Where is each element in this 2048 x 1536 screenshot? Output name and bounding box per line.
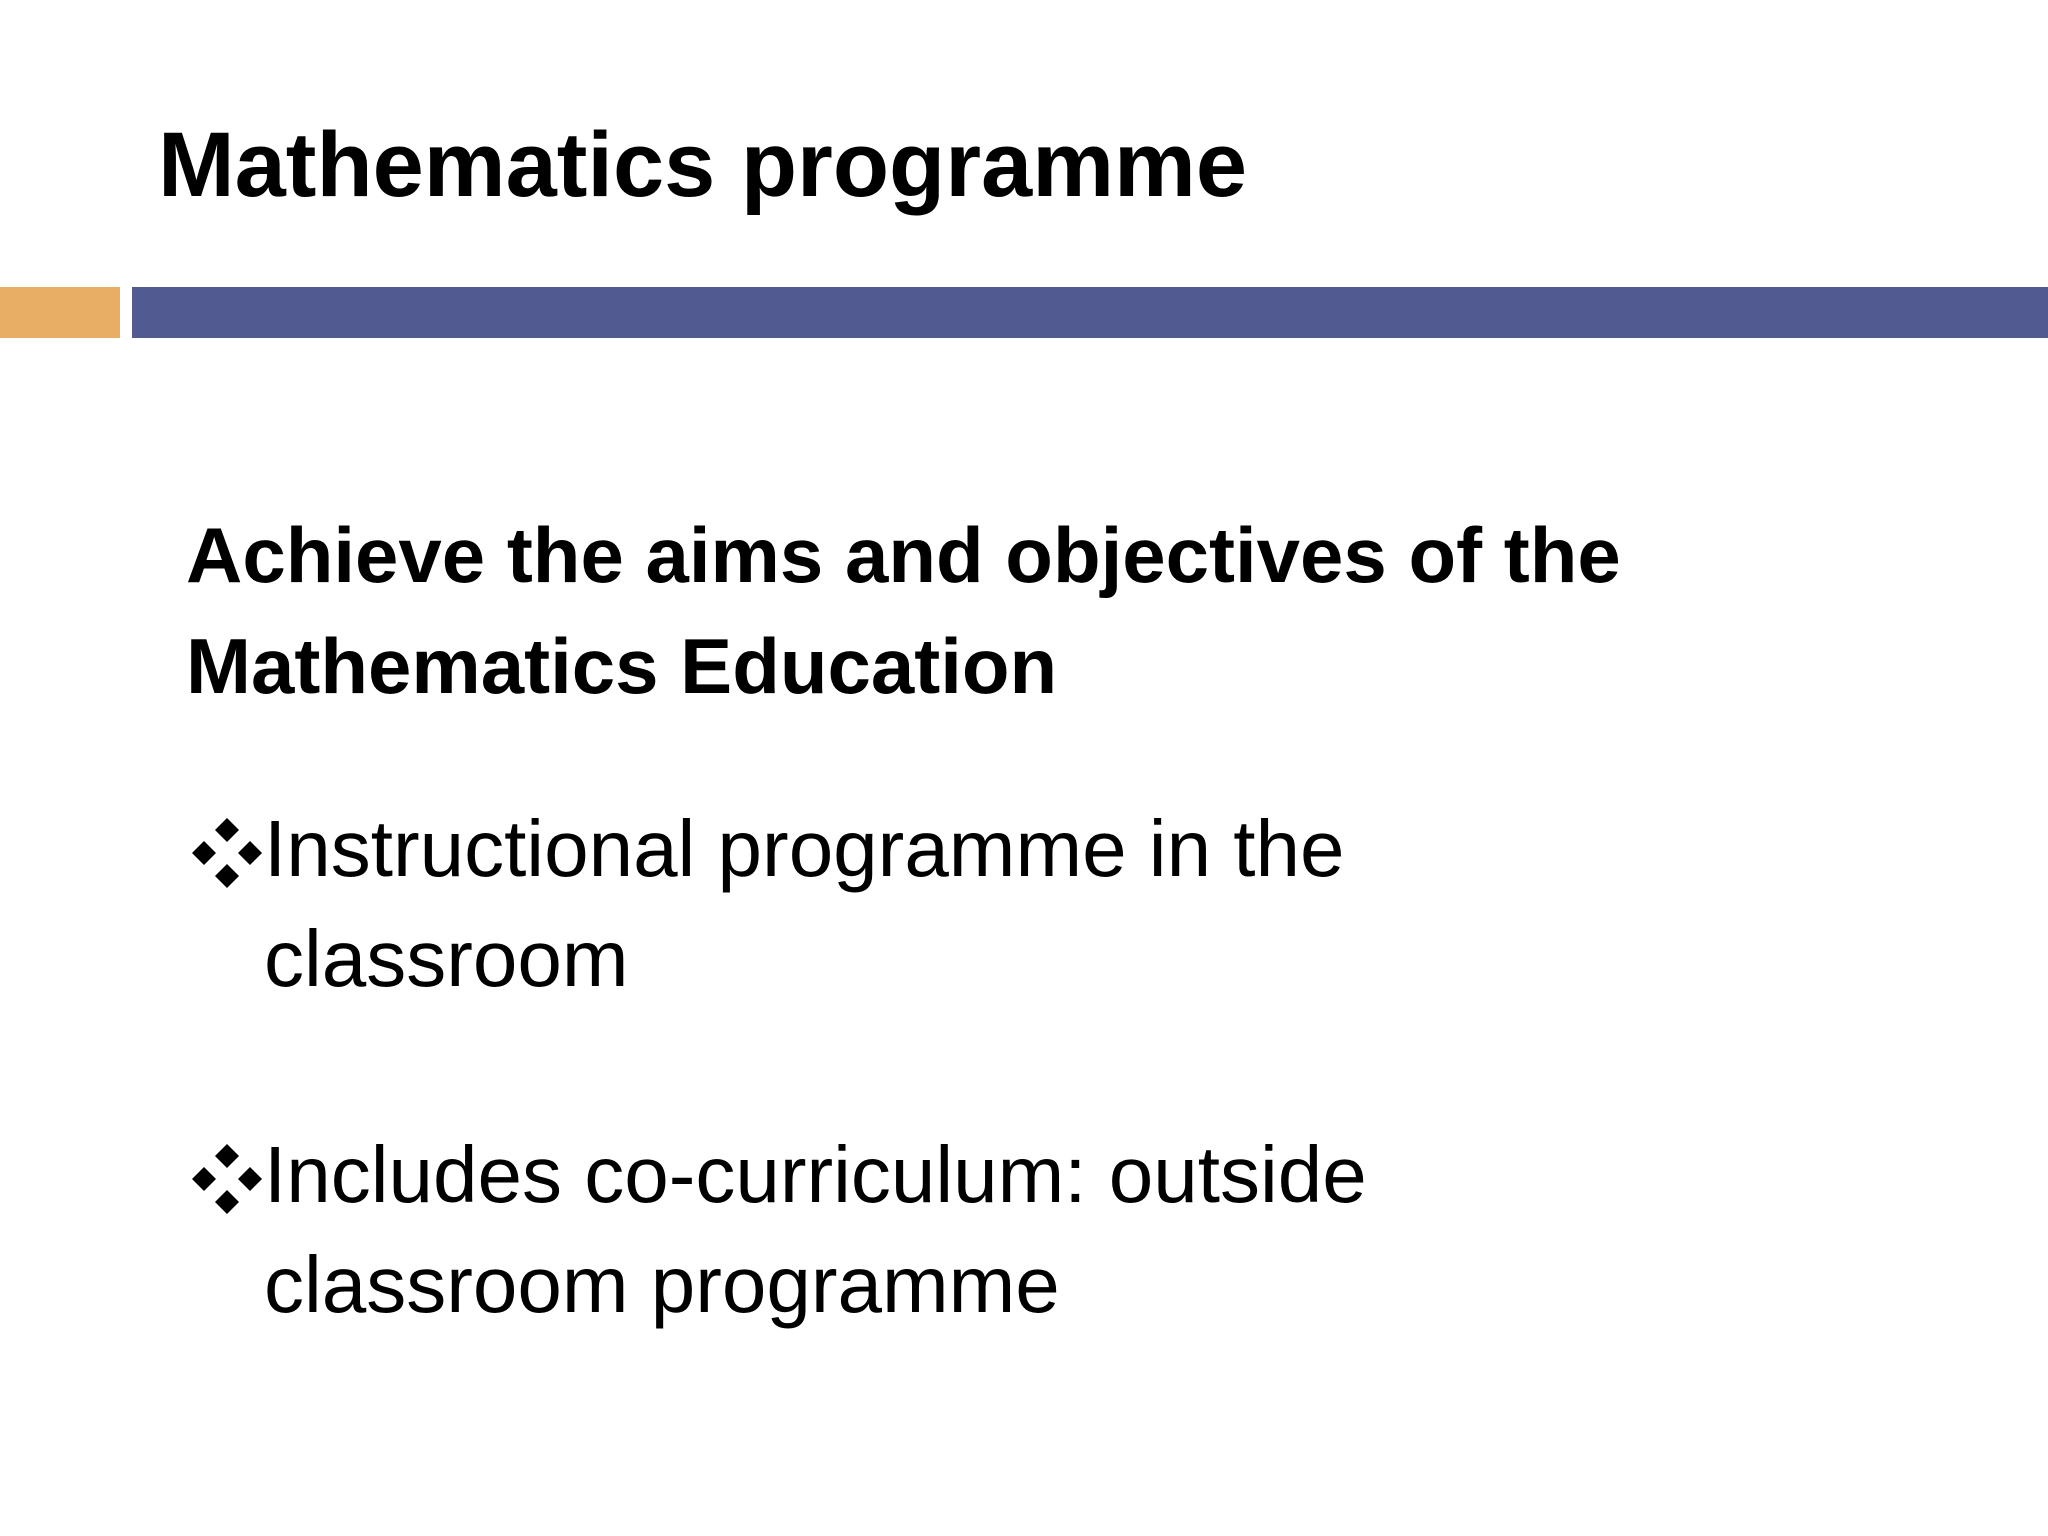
bullet-text: Instructional programme in the classroom [264, 804, 1345, 1003]
bullet-item-instructional [190, 794, 1670, 1014]
accent-bar-orange [0, 287, 120, 338]
diamond-cluster-bullet-icon [190, 816, 264, 890]
slide-title: Mathematics programme [158, 114, 1247, 216]
slide-heading: Achieve the aims and objectives of the Mathematics Education [186, 511, 1621, 710]
bullet-item-co-curriculum [190, 1120, 1670, 1340]
diamond-cluster-bullet-icon [190, 1142, 264, 1216]
bullet-text: Includes co-curriculum: outside classroom programme [264, 1130, 1367, 1329]
accent-bar-blue [132, 287, 2048, 338]
